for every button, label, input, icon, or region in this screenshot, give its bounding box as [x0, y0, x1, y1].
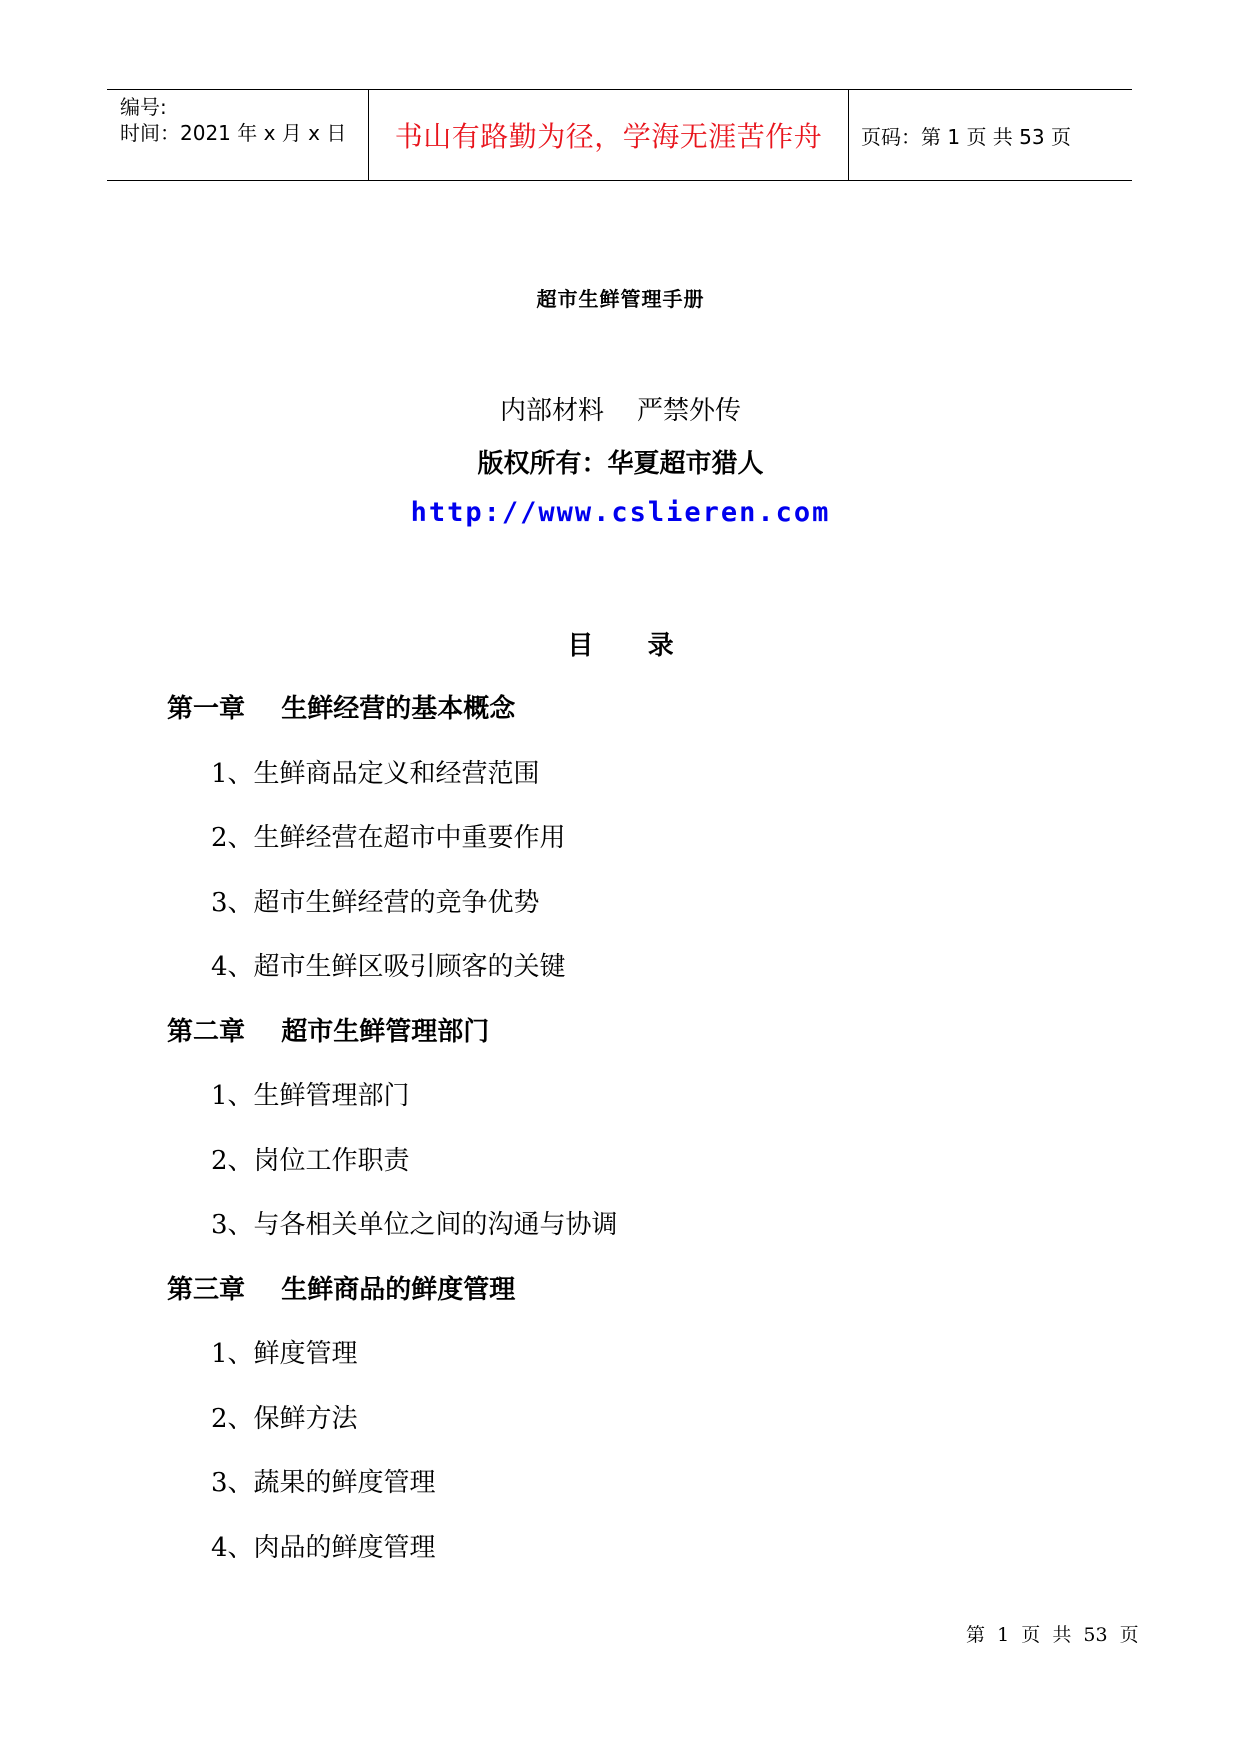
toc-section: 3、蔬果的鲜度管理: [211, 1468, 436, 1498]
toc-section: 3、与各相关单位之间的沟通与协调: [211, 1210, 618, 1240]
toc-section: 1、鲜度管理: [211, 1339, 358, 1369]
header-page-cell: [849, 90, 1132, 180]
toc-section: 2、保鲜方法: [211, 1403, 358, 1434]
toc-section: 2、岗位工作职责: [211, 1145, 410, 1176]
table-of-contents: [167, 685, 1117, 1588]
number-label: 编号:: [120, 95, 167, 119]
toc-chapter: 第二章 超市生鲜管理部门: [167, 1016, 490, 1047]
toc-chapter: 第一章 生鲜经营的基本概念: [167, 694, 516, 724]
toc-title: 目 录: [567, 631, 674, 661]
time-label: 时间：2021 年 x 月 x 日: [120, 121, 347, 145]
toc-section: 1、生鲜管理部门: [211, 1081, 410, 1111]
header-table: [107, 89, 1132, 181]
toc-section: 3、超市生鲜经营的竞争优势: [211, 887, 540, 918]
toc-chapter: 第三章 生鲜商品的鲜度管理: [167, 1274, 516, 1305]
page-footer: 第 1 页 共 53 页: [966, 1624, 1139, 1646]
header-motto-cell: [369, 90, 849, 180]
page-code: 页码：第 1 页 共 53 页: [861, 124, 1071, 149]
toc-section: 4、超市生鲜区吸引顾客的关键: [211, 952, 566, 982]
motto: 书山有路勤为径，学海无涯苦作舟: [394, 120, 823, 153]
header-info-cell: [107, 90, 369, 180]
copyright-notice: 版权所有：华夏超市猎人: [477, 449, 764, 479]
website-link[interactable]: http://www.cslieren.com: [410, 497, 831, 528]
internal-notice: 内部材料 严禁外传: [499, 396, 742, 426]
toc-section: 2、生鲜经营在超市中重要作用: [211, 823, 566, 853]
toc-section: 1、生鲜商品定义和经营范围: [211, 758, 540, 789]
document-title: 超市生鲜管理手册: [536, 287, 705, 311]
toc-section: 4、肉品的鲜度管理: [211, 1532, 436, 1563]
